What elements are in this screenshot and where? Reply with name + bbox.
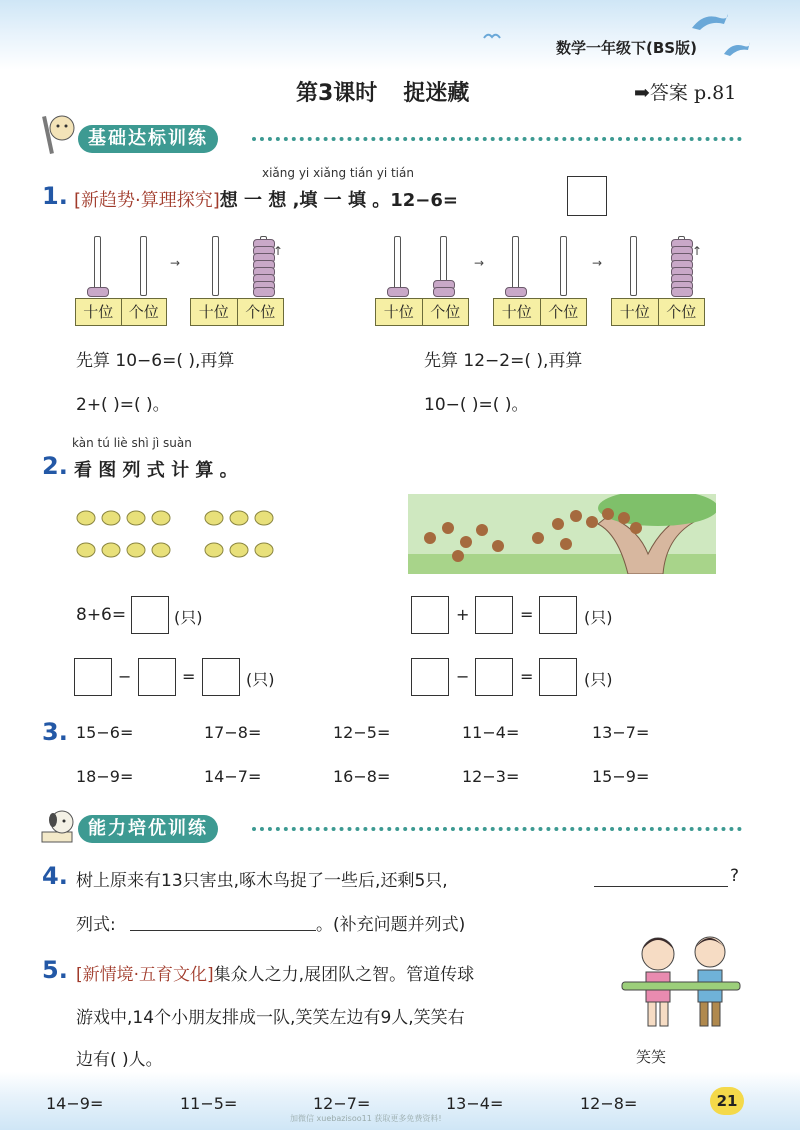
abacus-base [190,298,284,326]
dolphin-icon [722,40,752,60]
q1-right-step1: 先算 12−2=( ),再算 [424,351,583,371]
abacus-rod [140,236,147,296]
q3-item: 11−4= [462,723,520,742]
q5-line1-text: 集众人之力,展团队之智。管道传球 [213,965,475,985]
book-title: 数学一年级下(BS版) [556,39,697,57]
ones-label: 个位 [245,303,276,321]
q3-item: 12−5= [333,723,391,742]
q1-pinyin: xiǎng yi xiǎng tián yi tián [262,166,414,180]
q4-formula-blank[interactable] [130,912,316,931]
q1-number: 1. [42,182,68,210]
q5-line3: 边有( )人。 [76,1050,163,1070]
q5-tag: [新情境·五育文化] [76,965,214,985]
q3-item: 15−6= [76,723,134,742]
abacus-base [75,298,167,326]
section-advanced-title: 能力培优训练 [78,815,218,843]
q2-r2-minus: − [456,667,470,686]
q2-l2-equals: = [182,667,196,686]
abacus-bead [87,287,109,297]
q1-question: 想 一 想 ,填 一 填 。12−6= [219,190,458,211]
monkeys-tree-image [408,494,716,574]
tens-label: 十位 [376,299,423,325]
abacus-rod [630,236,637,296]
ones-label: 个位 [128,303,159,321]
section-divider [252,137,742,141]
ducks-image [74,500,274,570]
q2-l2-box3[interactable] [202,658,240,696]
q1-left-step2: 2+( )=( )。 [76,395,170,415]
ones-label: 个位 [666,303,697,321]
q2-l2-box1[interactable] [74,658,112,696]
q4-number: 4. [42,862,68,890]
q1-left-step1: 先算 10−6=( ),再算 [76,351,235,371]
footer-calc: 12−8= [580,1094,638,1113]
ones-label: 个位 [430,303,461,321]
dog-mascot-icon [40,806,80,846]
abacus-rod [212,236,219,296]
q2-eq1-lhs: 8+6= [76,605,127,625]
bird-icon [482,30,502,44]
lesson-heading [296,76,495,107]
q2-l2-box2[interactable] [138,658,176,696]
q2-r1-box3[interactable] [539,596,577,634]
children-pipe-image [616,930,746,1040]
q3-item: 17−8= [204,723,262,742]
q3-item: 16−8= [333,767,391,786]
tens-label: 十位 [612,299,659,325]
tens-label: 十位 [191,299,238,325]
tens-label: 十位 [76,299,122,325]
arrow-right-icon: → [592,256,603,270]
xiaoxiao-caption: 笑笑 [636,1048,667,1066]
abacus-bead [253,287,275,297]
q2-r1-equals: = [520,605,534,624]
q2-number: 2. [42,452,68,480]
q5-number: 5. [42,956,68,984]
q2-r1-unit: (只) [584,608,613,627]
q2-eq1-answer-box[interactable] [131,596,169,634]
q2-eq1-unit: (只) [174,608,203,627]
q1-answer-box[interactable] [567,176,607,216]
answer-reference: ➡答案 p.81 [634,82,737,104]
q2-r2-box2[interactable] [475,658,513,696]
abacus-bead [671,287,693,297]
abacus-rod [560,236,567,296]
ones-label: 个位 [548,303,579,321]
q2-r2-box1[interactable] [411,658,449,696]
q4-text: 树上原来有13只害虫,啄木鸟捉了一些后,还剩5只, [76,871,448,891]
q3-item: 18−9= [76,767,134,786]
q1-tag: [新趋势·算理探究] [74,190,220,211]
arrow-right-icon: → [474,256,485,270]
q3-number: 3. [42,718,68,746]
abacus-bead [505,287,527,297]
q4-question-mark: ? [730,866,740,886]
q3-item: 14−7= [204,767,262,786]
q2-r2-unit: (只) [584,670,613,689]
q1-right-step2: 10−( )=( )。 [424,395,529,415]
q3-item: 13−7= [592,723,650,742]
header-band [0,0,800,70]
dolphin-icon [690,10,730,36]
arrow-up-icon: ↑ [273,244,284,258]
q2-r1-plus: + [456,605,470,624]
arrow-right-icon: → [170,256,181,270]
page-number: 21 [710,1087,744,1115]
q2-pinyin: kàn tú liè shì jì suàn [72,436,192,450]
section-divider [252,827,742,831]
q3-item: 12−3= [462,767,520,786]
abacus-bead [387,287,409,297]
abacus-base [493,298,587,326]
q1-text [74,186,458,212]
arrow-up-icon: ↑ [692,244,703,258]
q2-r1-box1[interactable] [411,596,449,634]
watermark-text: 加微信 xuebazisoo11 获取更多免费资料! [290,1114,442,1123]
q2-r2-box3[interactable] [539,658,577,696]
footer-calc: 13−4= [446,1094,504,1113]
q2-r1-box2[interactable] [475,596,513,634]
q2-r2-equals: = [520,667,534,686]
section-basic-title: 基础达标训练 [78,125,218,153]
cat-mascot-icon [40,110,80,156]
abacus-base [611,298,705,326]
tens-label: 十位 [494,299,541,325]
q4-question-blank[interactable] [594,868,728,887]
q5-line1 [76,960,474,985]
lesson-number: 第3课时 [296,81,378,106]
lesson-title: 捉迷藏 [403,81,470,106]
footer-calc: 11−5= [180,1094,238,1113]
abacus-bead [433,287,455,297]
footer-calc: 12−7= [313,1094,371,1113]
q3-item: 15−9= [592,767,650,786]
q5-line2: 游戏中,14个小朋友排成一队,笑笑左边有9人,笑笑右 [76,1008,465,1028]
q2-l2-minus: − [118,667,132,686]
q4-note: 。(补充问题并列式) [316,915,466,935]
q2-l2-unit: (只) [246,670,275,689]
footer-calc: 14−9= [46,1094,104,1113]
q4-formula-label: 列式: [76,915,116,935]
q2-text: 看 图 列 式 计 算 。 [74,460,238,481]
abacus-base [375,298,469,326]
